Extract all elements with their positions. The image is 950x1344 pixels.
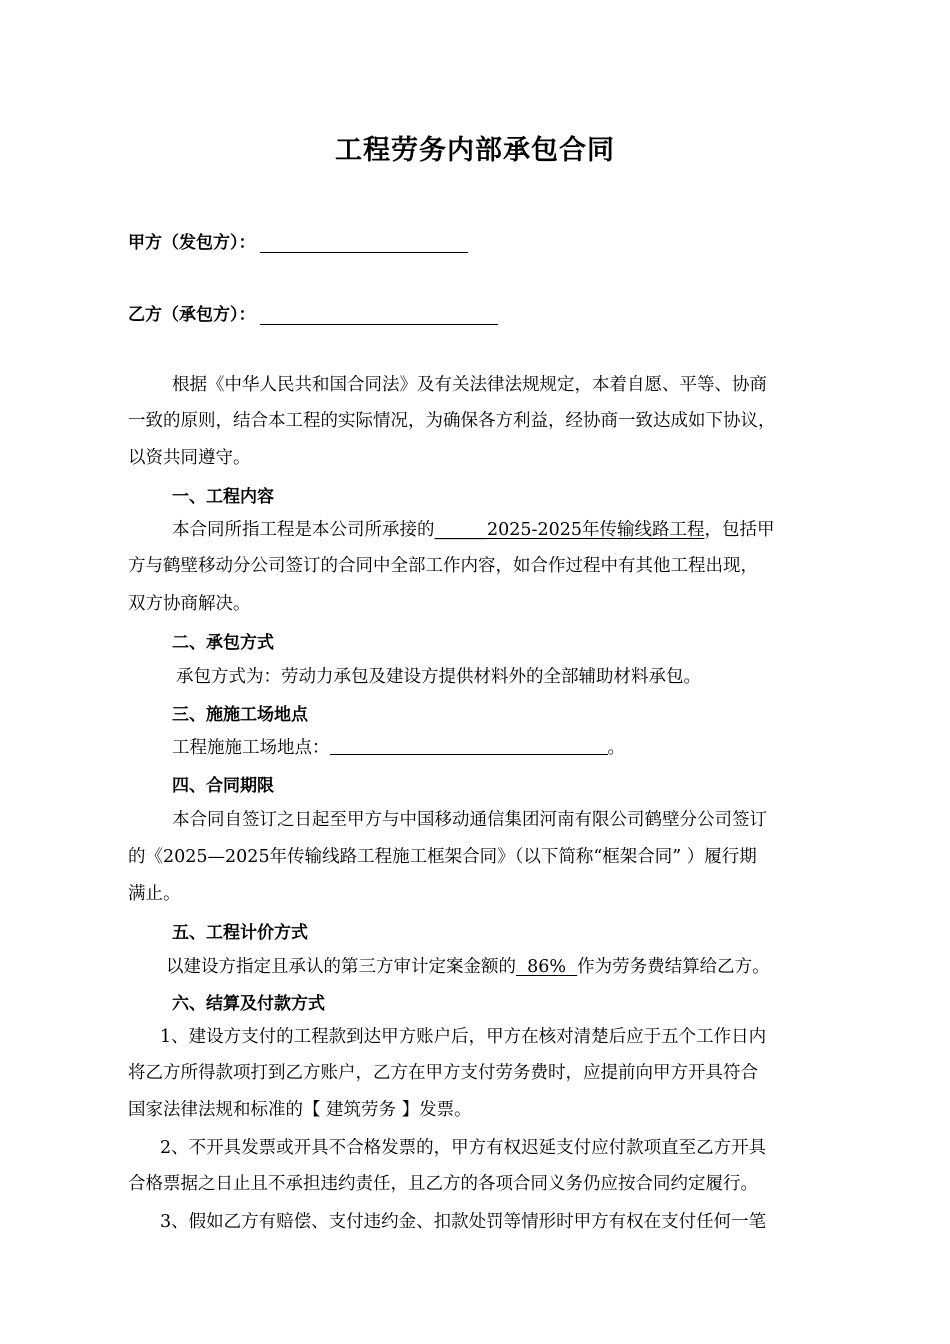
section-6-p3-line-1: 3、假如乙方有赔偿、支付违约金、扣款处罚等情形时甲方有权在支付任何一笔 — [160, 1212, 767, 1232]
project-name: ______2025-2025年传输线路工程 — [434, 520, 705, 540]
s1-l1-post: ，包括甲 — [704, 520, 775, 540]
section-6-p1-line-1: 1、建设方支付的工程款到达甲方账户后，甲方在核对清楚后应于五个工作日内 — [160, 1027, 767, 1047]
section-1-line-1 — [172, 516, 775, 541]
section-4-line-3: 满止。 — [128, 884, 181, 904]
section-6-p1-line-3: 国家法律法规和标准的【 建筑劳务 】发票。 — [128, 1100, 472, 1120]
section-6-p2-line-1: 2、不开具发票或开具不合格发票的，甲方有权迟延支付应付款项直至乙方开具 — [160, 1138, 767, 1158]
intro-line-2: 一致的原则，结合本工程的实际情况，为确保各方利益，经协商一致达成如下协议， — [128, 411, 776, 431]
section-4-line-2: 的《2025—2025年传输线路工程施工框架合同》（以下简称“框架合同” ）履行期 — [128, 847, 757, 867]
section-1-line-2: 方与鹤壁移动分公司签订的合同中全部工作内容，如合作过程中有其他工程出现， — [128, 556, 758, 576]
section-3-heading: 三、施施工场地点 — [172, 705, 308, 725]
party-a-line — [128, 228, 468, 253]
site-label: 工程施施工场地点： — [172, 738, 330, 758]
intro-line-1: 根据《中华人民共和国合同法》及有关法律法规规定，本着自愿、平等、协商 — [172, 375, 767, 395]
section-6-heading: 六、结算及付款方式 — [172, 994, 325, 1014]
s5-pre: 以建设方指定且承认的第三方审计定案金额的 — [166, 957, 516, 977]
party-a-label: 甲方（发包方）： — [128, 233, 256, 253]
section-6-p1-line-2: 将乙方所得款项打到乙方账户，乙方在甲方支付劳务费时，应提前向甲方开具符合 — [128, 1063, 758, 1083]
party-b-label: 乙方（承包方）： — [128, 305, 256, 325]
site-blank[interactable] — [330, 738, 608, 755]
percentage: 86% — [516, 957, 578, 977]
intro-line-3: 以资共同遵守。 — [128, 448, 251, 468]
party-b-blank[interactable] — [260, 306, 498, 325]
party-b-line — [128, 300, 498, 325]
section-1-line-3: 双方协商解决。 — [128, 594, 251, 614]
s1-l1-pre: 本合同所指工程是本公司所承接的 — [172, 520, 435, 540]
section-6-p2-line-2: 合格票据之日止且不承担违约责任，且乙方的各项合同义务仍应按合同约定履行。 — [128, 1174, 758, 1194]
section-5-heading: 五、工程计价方式 — [172, 923, 308, 943]
section-4-heading: 四、合同期限 — [172, 776, 274, 796]
section-2-line-1: 承包方式为：劳动力承包及建设方提供材料外的全部辅助材料承包。 — [176, 667, 701, 687]
section-5-line-1 — [166, 953, 770, 978]
section-1-heading: 一、工程内容 — [172, 487, 274, 507]
section-4-line-1: 本合同自签订之日起至甲方与中国移动通信集团河南有限公司鹤壁分公司签订 — [172, 810, 767, 830]
section-3-line-1 — [172, 734, 625, 759]
party-a-blank[interactable] — [260, 234, 468, 253]
section-2-heading: 二、承包方式 — [172, 633, 274, 653]
document-title: 工程劳务内部承包合同 — [335, 135, 615, 166]
site-period: 。 — [607, 738, 625, 758]
s5-post: 作为劳务费结算给乙方。 — [577, 957, 770, 977]
